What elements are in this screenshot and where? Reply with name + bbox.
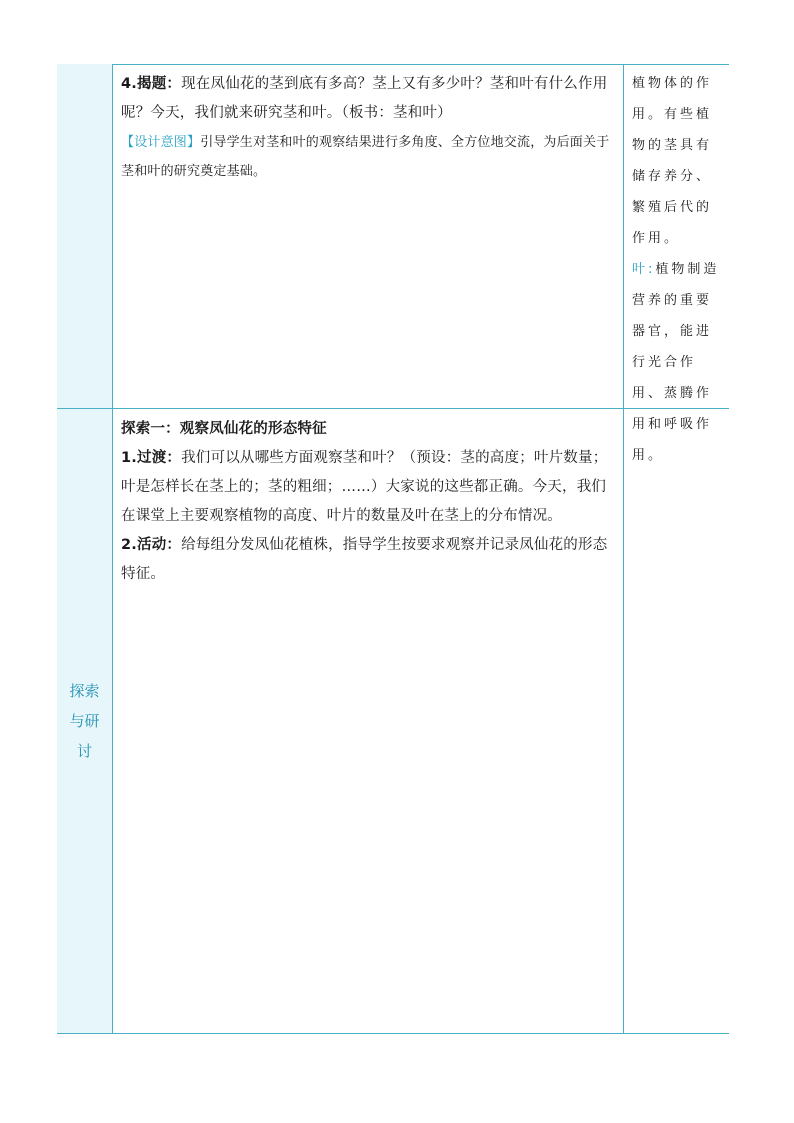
paragraph — [121, 70, 617, 128]
paragraph-text: 给每组分发凤仙花植株，指导学生按要求观察并记录凤仙花的形态特征。 — [121, 537, 608, 582]
paragraph-label: 2.活动： — [121, 537, 182, 553]
paragraph — [121, 531, 617, 589]
design-intent — [121, 128, 617, 186]
paragraph-text: 我们可以从哪些方面观察茎和叶？（预设：茎的高度；叶片数量；叶是怎样长在茎上的；茎的粗细；……）大家说的这些都正确。今天，我们在课堂上主要观察植物的高度、叶片的数量及叶在茎上的分布情况。 — [121, 450, 608, 524]
section-heading: 探索一：观察凤仙花的形态特征 — [121, 421, 327, 437]
design-intent-label: 【设计意图】 — [121, 135, 201, 150]
table-row — [57, 409, 729, 1034]
stage-label: 探索与研讨 — [69, 682, 100, 760]
note-cell — [624, 409, 729, 1033]
content-cell — [113, 409, 624, 1033]
leaf-text: 植物制造营养的重要器官，能进行光合作用、蒸腾作用和呼吸作用。 — [632, 262, 720, 463]
note-cell — [624, 64, 729, 463]
paragraph-label: 4.揭题： — [121, 76, 182, 92]
design-intent-text: 引导学生对茎和叶的观察结果进行多角度、全方位地交流，为后面关于茎和叶的研究奠定基础。 — [121, 135, 610, 179]
stage-cell — [57, 409, 113, 1033]
leaf-label: 叶: — [632, 262, 656, 277]
paragraph-text: 现在凤仙花的茎到底有多高？茎上又有多少叶？茎和叶有什么作用呢？今天，我们就来研究茎和叶。（板书：茎和叶） — [121, 76, 608, 121]
lesson-table — [57, 64, 729, 1034]
paragraph-label: 1.过渡： — [121, 450, 182, 466]
note-text: 植物体的作用。有些植物的茎具有储存养分、繁殖后代的作用。 — [632, 76, 713, 246]
content-cell — [113, 64, 624, 408]
paragraph — [121, 444, 617, 531]
stage-cell — [57, 64, 113, 408]
